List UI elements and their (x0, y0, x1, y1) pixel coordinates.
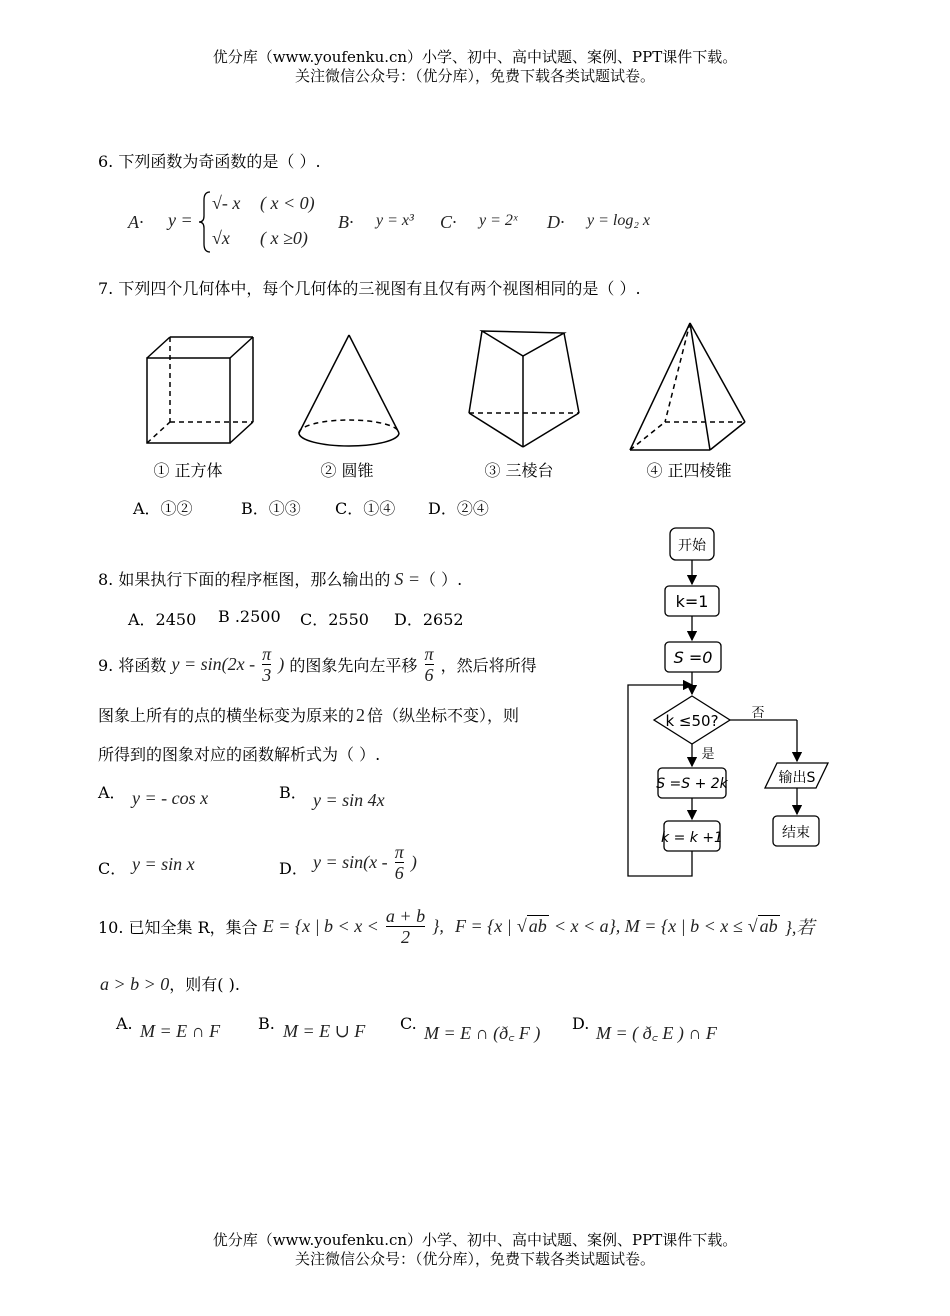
q8-stem (98, 567, 462, 590)
pyramid-shape (630, 323, 745, 450)
q9-line2-b: 倍（纵坐标不变），则 (367, 706, 520, 725)
flow-no-label: 否 (751, 706, 765, 721)
q9-frac-den: 3 (262, 665, 272, 685)
q10-option-c-label: C. (400, 1014, 417, 1033)
q10-e-pre: E = {x | b < x < (262, 916, 379, 936)
q10-option-a: M = E ∩ F (140, 1021, 221, 1041)
q9-option-a-label: A． (98, 783, 126, 802)
q10-line-2 (100, 972, 240, 995)
q9-fraction-pi-3 (262, 644, 271, 685)
q10-frac-den: 2 (401, 927, 410, 947)
q9-option-d-label: D． (279, 859, 308, 878)
q6-stem: 6. 下列函数为奇函数的是（ ）. (98, 152, 321, 171)
q6-option-b-label: B· (338, 212, 354, 232)
q10-line2-text: ，则有( ). (169, 975, 240, 994)
q9-frac2-den: 6 (424, 665, 434, 685)
flow-update-k-text: k = k +1 (661, 830, 723, 846)
q8-stem-text: 8. 如果执行下面的程序框图，那么输出的 (98, 570, 391, 589)
flow-condition-text: k ≤50? (665, 712, 719, 730)
q9-d-pre: y = sin(x - (313, 852, 388, 872)
q8-option-a: A．2450 (128, 610, 197, 629)
q9-stem-a: 9. 将函数 (98, 656, 167, 675)
q6-option-c: y = 2ˣ (479, 212, 518, 229)
q9-option-b-label: B． (279, 783, 307, 802)
q9-stem-b: 的图象先向左平移 (289, 656, 418, 675)
header-line-2: 关注微信公众号：（优分库），免费下载各类试题试卷。 (294, 67, 655, 85)
flow-start-text: 开始 (678, 538, 706, 554)
header-line-1: 优分库（www.youfenku.cn）小学、初中、高中试题、案例、PPT课件下载。 (212, 48, 738, 66)
q7-solids-figure (130, 315, 760, 455)
q7-option-a: A．①② (133, 499, 193, 518)
q9-option-c: y = sin x (132, 854, 195, 874)
q9-frac-num: π (262, 644, 272, 664)
q9-func-pre: y = sin(2x - (171, 654, 256, 674)
q6-option-b: y = x³ (376, 212, 414, 229)
q8-stem-var: S = (394, 569, 421, 589)
q6-option-a-label: A· (128, 212, 144, 232)
q9-line-3: 所得到的图象对应的函数解析式为（ ）. (98, 745, 381, 764)
q10-option-b-label: B. (258, 1014, 275, 1033)
flow-init-k-text: k=1 (675, 592, 709, 611)
shape-label-cube: ① 正方体 (153, 461, 223, 480)
q9-option-b: y = sin 4x (313, 790, 385, 810)
q6-case1-cond: ( x < 0) (260, 193, 315, 213)
q10-fraction (386, 906, 425, 947)
flow-update-s-text: S =S + 2k (656, 776, 728, 792)
flow-init-s-text: S =0 (673, 648, 713, 667)
shape-label-cone: ② 圆锥 (320, 461, 374, 480)
q9-d-post: ) (410, 852, 417, 872)
frustum-shape (469, 331, 579, 447)
q6-case1: √- x (212, 193, 241, 213)
q7-option-c: C．①④ (335, 499, 396, 518)
q10-line2-math: a > b > 0 (100, 974, 170, 994)
cube-shape (147, 337, 253, 443)
q9-d-frac-num: π (394, 842, 404, 862)
q8-option-d: D．2652 (394, 610, 464, 629)
q6-option-d-label: D· (547, 212, 565, 232)
q6-brace-icon (198, 190, 212, 254)
shape-label-pyramid: ④ 正四棱锥 (646, 461, 732, 480)
q8-option-b: B .2500 (218, 607, 281, 626)
q7-option-d: D．②④ (428, 499, 489, 518)
q10-line-1: 10. 已知全集 R，集合 E = {x | b < x < $\frac{a + b}{2}$ }, F = {x | √ ab < x < a}, M = {x | b < x ≤ √ ab },若 (98, 906, 815, 947)
q10-f-post: < x < a}, M = {x | b < x ≤ (553, 916, 743, 936)
q9-fraction-pi-6 (425, 644, 434, 685)
q10-option-b: M = E ∪ F (283, 1021, 366, 1041)
q9-func-post: ) (278, 654, 285, 674)
flow-output-text: 输出S (778, 770, 816, 786)
q10-e-post: }, (432, 916, 444, 936)
q9-d-frac-den: 6 (394, 863, 404, 883)
q9-line2-num: 2 (356, 705, 366, 725)
cone-shape (299, 335, 399, 446)
q9-line2-a: 图象上所有的点的横坐标变为原来的 (98, 706, 355, 725)
q9-stem-c: ，然后将所得 (440, 656, 537, 675)
q10-sqrt-ab-2: ab (759, 916, 778, 936)
q9-option-c-label: C． (98, 859, 127, 878)
q9-frac2-num: π (424, 644, 434, 664)
q10-sqrt-ab-1: ab (528, 916, 547, 936)
q8-option-c: C．2550 (300, 610, 369, 629)
q10-m-post: },若 (784, 917, 815, 938)
program-flowchart (620, 520, 850, 885)
q9-option-d (313, 842, 417, 883)
q8-stem-end: （ ）. (420, 570, 463, 589)
footer-line-2: 关注微信公众号：（优分库），免费下载各类试题试卷。 (294, 1250, 655, 1268)
q9-option-a: y = - cos x (132, 788, 209, 808)
q6-case2-cond: ( x ≥0) (260, 228, 308, 248)
q10-f-pre: F = {x | (454, 916, 512, 936)
q6-case2: √x (212, 228, 230, 248)
flow-yes-label: 是 (701, 747, 715, 762)
q10-option-a-label: A. (116, 1014, 133, 1033)
q10-stem-a: 10. 已知全集 R，集合 (98, 918, 258, 937)
q7-stem: 7. 下列四个几何体中，每个几何体的三视图有且仅有两个视图相同的是（ ）. (98, 279, 641, 298)
footer-line-1: 优分库（www.youfenku.cn）小学、初中、高中试题、案例、PPT课件下载。 (212, 1231, 738, 1249)
q9-line-1 (98, 644, 537, 685)
shape-label-frustum: ③ 三棱台 (484, 461, 554, 480)
q10-option-d: M = ( ð꜀ E ) ∩ F (596, 1023, 717, 1043)
q10-frac-num: a + b (385, 906, 426, 926)
q10-option-d-label: D. (572, 1014, 590, 1033)
q9-d-fraction (395, 842, 404, 883)
q6-option-d: y = log₂ x (587, 212, 651, 229)
q6-option-a-y: y = (168, 210, 193, 230)
q6-option-c-label: C· (440, 212, 457, 232)
flow-end-text: 结束 (782, 825, 810, 841)
q10-option-c: M = E ∩ (ð꜀ F ) (424, 1023, 541, 1043)
q9-line-2 (98, 703, 519, 726)
q7-option-b: B．①③ (241, 499, 301, 518)
